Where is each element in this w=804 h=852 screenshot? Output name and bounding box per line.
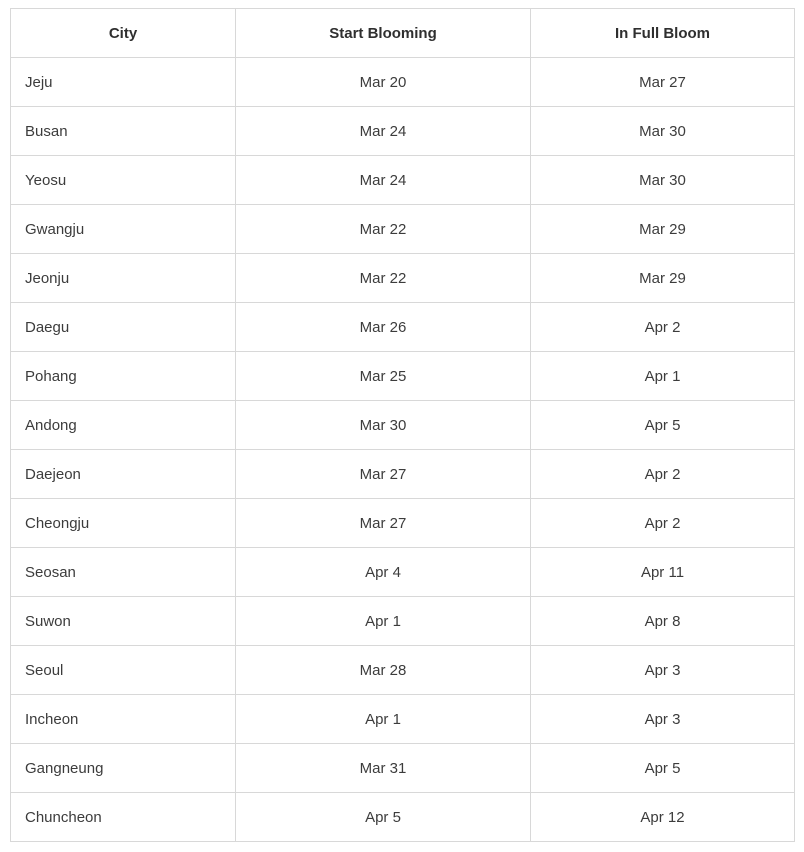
cell-start-blooming: Mar 20 <box>236 58 531 107</box>
table-row <box>11 401 795 450</box>
table-header <box>11 9 795 58</box>
cell-start-blooming: Apr 1 <box>236 597 531 646</box>
table-row <box>11 450 795 499</box>
cell-start-blooming: Apr 1 <box>236 695 531 744</box>
cell-city: Gangneung <box>11 744 236 793</box>
column-header-in-full-bloom: In Full Bloom <box>531 9 795 58</box>
cell-start-blooming: Mar 27 <box>236 499 531 548</box>
cell-city: Gwangju <box>11 205 236 254</box>
column-header-city: City <box>11 9 236 58</box>
table-row <box>11 107 795 156</box>
cell-in-full-bloom: Apr 3 <box>531 646 795 695</box>
cell-city: Daegu <box>11 303 236 352</box>
cell-in-full-bloom: Apr 8 <box>531 597 795 646</box>
cell-start-blooming: Mar 25 <box>236 352 531 401</box>
cell-start-blooming: Apr 4 <box>236 548 531 597</box>
cell-city: Seoul <box>11 646 236 695</box>
cell-in-full-bloom: Apr 5 <box>531 401 795 450</box>
cell-city: Busan <box>11 107 236 156</box>
table-row <box>11 205 795 254</box>
table-row <box>11 156 795 205</box>
cell-city: Yeosu <box>11 156 236 205</box>
cell-city: Suwon <box>11 597 236 646</box>
cell-start-blooming: Mar 24 <box>236 107 531 156</box>
cell-city: Chuncheon <box>11 793 236 842</box>
cell-city: Incheon <box>11 695 236 744</box>
cell-in-full-bloom: Mar 29 <box>531 205 795 254</box>
cell-in-full-bloom: Mar 27 <box>531 58 795 107</box>
cell-start-blooming: Apr 5 <box>236 793 531 842</box>
cell-start-blooming: Mar 22 <box>236 254 531 303</box>
cell-start-blooming: Mar 30 <box>236 401 531 450</box>
cell-in-full-bloom: Apr 2 <box>531 303 795 352</box>
table-body <box>11 58 795 842</box>
cell-in-full-bloom: Apr 2 <box>531 499 795 548</box>
cell-in-full-bloom: Apr 12 <box>531 793 795 842</box>
column-header-start-blooming: Start Blooming <box>236 9 531 58</box>
table-row <box>11 793 795 842</box>
cell-city: Cheongju <box>11 499 236 548</box>
cell-city: Jeonju <box>11 254 236 303</box>
cell-in-full-bloom: Apr 1 <box>531 352 795 401</box>
cell-in-full-bloom: Mar 30 <box>531 156 795 205</box>
table-row <box>11 254 795 303</box>
cell-city: Pohang <box>11 352 236 401</box>
cherry-blossom-forecast-table <box>10 8 795 842</box>
table-row <box>11 548 795 597</box>
cell-city: Seosan <box>11 548 236 597</box>
table-row <box>11 58 795 107</box>
cell-city: Daejeon <box>11 450 236 499</box>
table-header-row <box>11 9 795 58</box>
cell-in-full-bloom: Apr 2 <box>531 450 795 499</box>
table-row <box>11 303 795 352</box>
cell-start-blooming: Mar 22 <box>236 205 531 254</box>
cell-city: Andong <box>11 401 236 450</box>
table-row <box>11 695 795 744</box>
cell-start-blooming: Mar 27 <box>236 450 531 499</box>
cell-start-blooming: Mar 26 <box>236 303 531 352</box>
cell-start-blooming: Mar 24 <box>236 156 531 205</box>
table-row <box>11 499 795 548</box>
cell-in-full-bloom: Mar 29 <box>531 254 795 303</box>
cell-start-blooming: Mar 31 <box>236 744 531 793</box>
cell-in-full-bloom: Mar 30 <box>531 107 795 156</box>
cell-in-full-bloom: Apr 11 <box>531 548 795 597</box>
cell-in-full-bloom: Apr 3 <box>531 695 795 744</box>
cell-city: Jeju <box>11 58 236 107</box>
cell-start-blooming: Mar 28 <box>236 646 531 695</box>
table-row <box>11 646 795 695</box>
table-row <box>11 744 795 793</box>
table-row <box>11 352 795 401</box>
table-row <box>11 597 795 646</box>
cell-in-full-bloom: Apr 5 <box>531 744 795 793</box>
